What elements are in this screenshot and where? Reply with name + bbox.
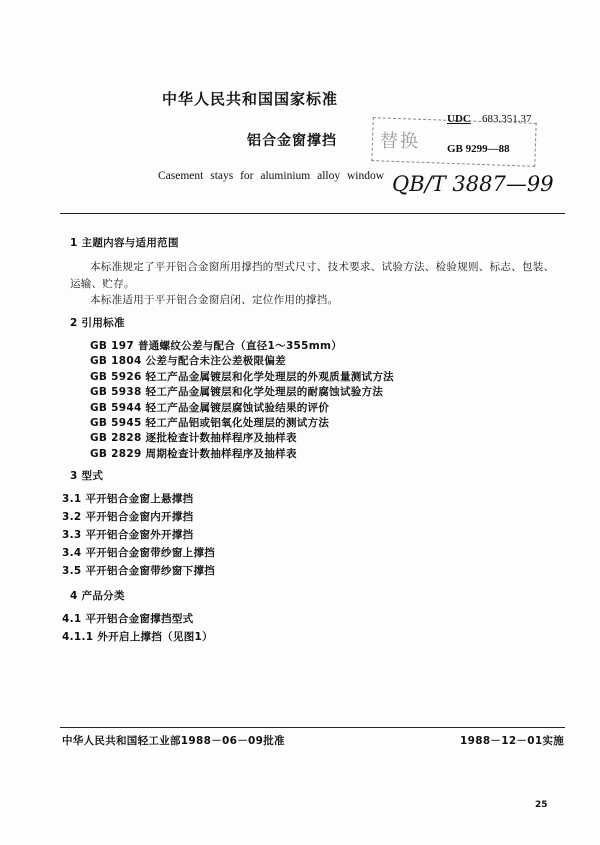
english-title: Casement stays for aluminium alloy window	[158, 170, 385, 182]
type-item: 3.3 平开铝合金窗外开撑挡	[62, 529, 194, 541]
reference-item: GB 2828 逐批检查计数抽样程序及抽样表	[90, 432, 297, 445]
issuing-org: 中华人民共和国国家标准	[162, 90, 339, 108]
section-4-heading: 4 产品分类	[70, 590, 125, 602]
section-1-para-cont: 运输、贮存。	[70, 278, 135, 290]
udc-label: UDC	[447, 113, 471, 125]
type-item: 3.4 平开铝合金窗带纱窗上撑挡	[62, 547, 216, 559]
type-item: 3.5 平开铝合金窗带纱窗下撑挡	[62, 565, 216, 577]
footer-rule	[60, 727, 565, 728]
type-item: 3.2 平开铝合金窗内开撑挡	[62, 511, 194, 523]
classification-item: 4.1 平开铝合金窗撑挡型式	[62, 613, 194, 625]
gb-number: GB 9299—88	[447, 143, 510, 155]
stamp-text: 替换	[380, 131, 420, 152]
effective-date: 1988－12－01实施	[460, 735, 565, 747]
approval-date: 中华人民共和国轻工业部1988－06－09批准	[62, 735, 285, 747]
section-3-heading: 3 型式	[70, 470, 104, 482]
type-item: 3.1 平开铝合金窗上悬撑挡	[62, 493, 194, 505]
reference-item: GB 5926 轻工产品金属镀层和化学处理层的外观质量测试方法	[90, 370, 394, 383]
handwritten-qb-number: QB/T 3887—99	[392, 172, 554, 196]
section-1-heading: 1 主题内容与适用范围	[70, 237, 179, 249]
section-2-heading: 2 引用标准	[70, 317, 125, 329]
reference-item: GB 5944 轻工产品金属镀层腐蚀试验结果的评价	[90, 401, 330, 414]
classification-item: 4.1.1 外开启上撑挡（见图1）	[62, 631, 213, 643]
reference-item: GB 197 普通螺纹公差与配合（直径1～355mm）	[90, 340, 343, 352]
section-1-para-2: 本标准适用于平开铝合金窗启闭、定位作用的撑挡。	[90, 294, 339, 306]
reference-item: GB 1804 公差与配合未注公差极限偏差	[90, 355, 286, 368]
udc-number: 683.351.37	[482, 113, 532, 125]
reference-item: GB 5938 轻工产品金属镀层和化学处理层的耐腐蚀试验方法	[90, 386, 384, 399]
reference-item: GB 5945 轻工产品铝或铝氧化处理层的测试方法	[90, 417, 330, 429]
reference-item: GB 2829 周期检查计数抽样程序及抽样表	[90, 447, 297, 460]
doc-title: 铝合金窗撑挡	[247, 133, 337, 149]
page-number: 25	[535, 800, 548, 810]
section-1-para: 本标准规定了平开铝合金窗所用撑挡的型式尺寸、技术要求、试验方法、检验规则、标志、包装、	[90, 261, 555, 273]
header-rule	[60, 213, 565, 214]
